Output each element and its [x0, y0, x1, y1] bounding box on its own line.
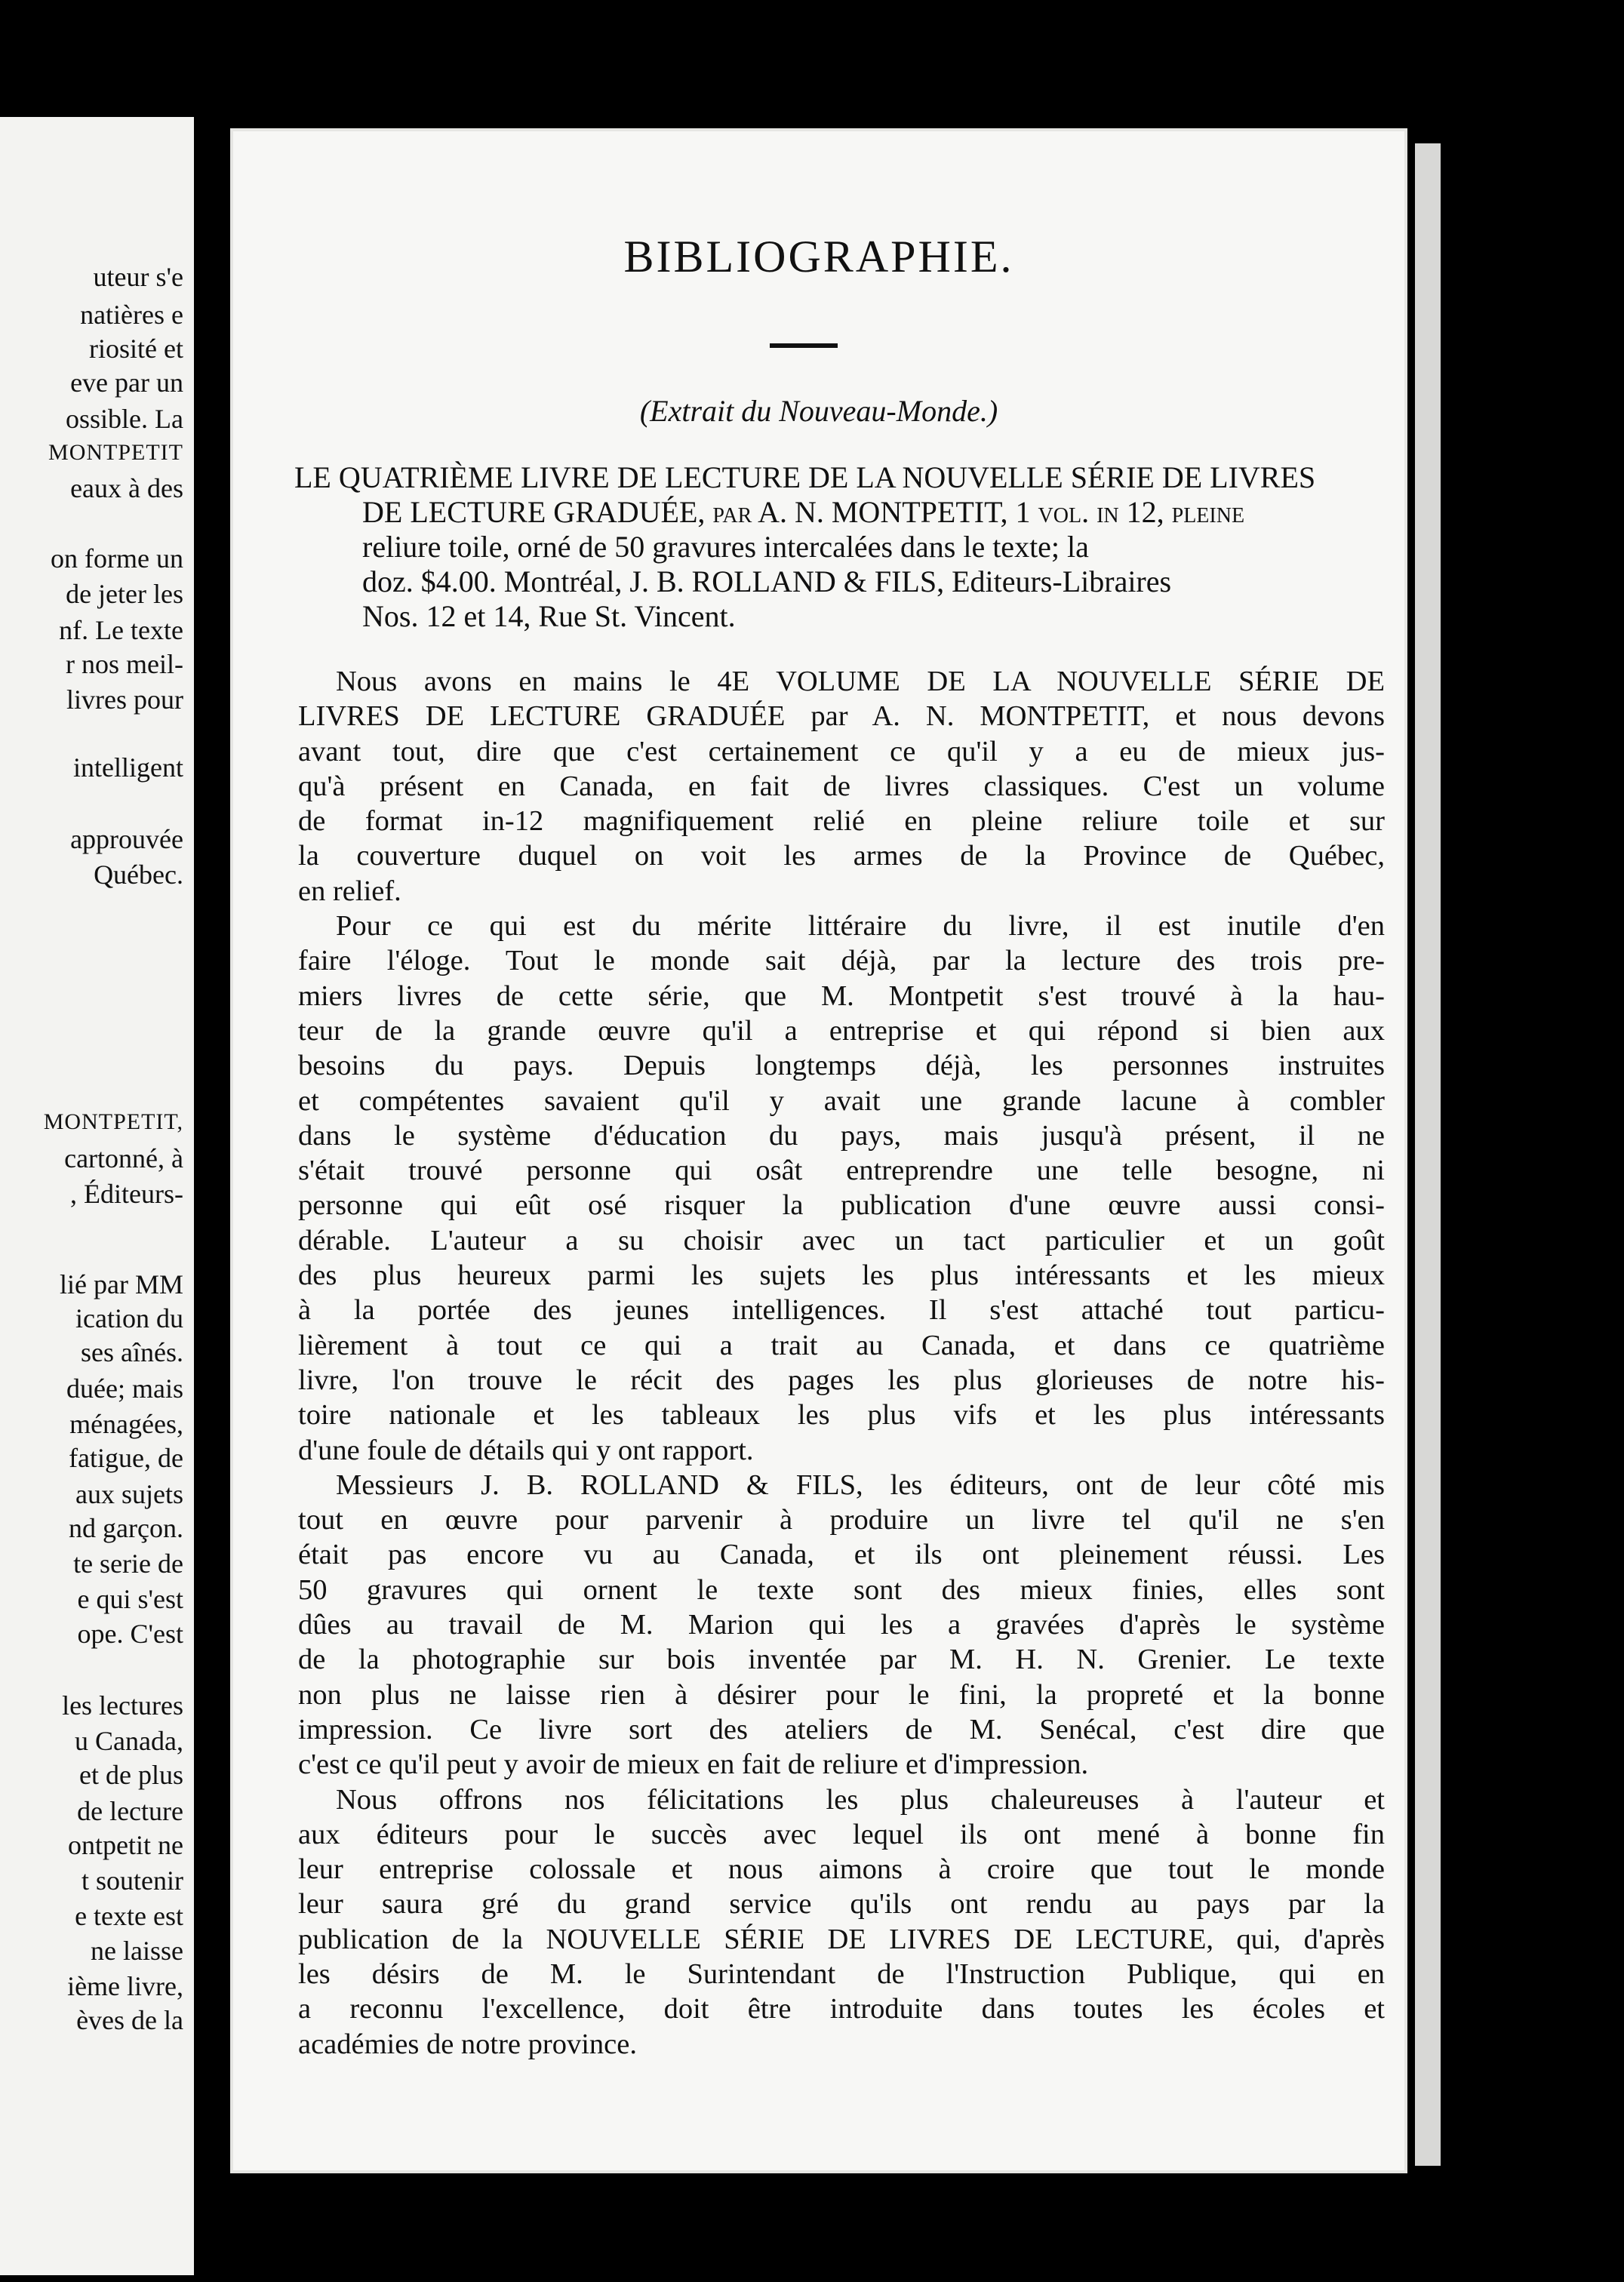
- left-page-line: intelligent: [73, 752, 183, 783]
- left-page-line: t soutenir: [82, 1865, 183, 1896]
- citation-line: reliure toile, orné de 50 gravures intercalées dans le texte; la: [362, 530, 1089, 564]
- left-page-line: Québec.: [94, 860, 183, 890]
- page-edge: [1415, 143, 1441, 2166]
- text-line: de la photographie sur bois inventée par M. H. N. Grenier. Le texte: [298, 1644, 1385, 1676]
- text-line: à la portée des jeunes intelligences. Il s'est attaché tout particu-: [298, 1294, 1385, 1327]
- text-line: avant tout, dire que c'est certainement ce qu'il y a eu de mieux jus-: [298, 735, 1385, 767]
- text-line: Pour ce qui est du mérite littéraire du livre, il est inutile d'en: [336, 910, 1385, 943]
- left-page-line: r nos meil-: [66, 649, 183, 679]
- text-line: LIVRES DE LECTURE GRADUÉE par A. N. MONTPETIT, et nous devons: [298, 700, 1385, 733]
- text-line: leur saura gré du grand service qu'ils ont rendu au pays par la: [298, 1888, 1385, 1921]
- text-line: académies de notre province.: [298, 2028, 637, 2060]
- left-page-line: de jeter les: [66, 579, 183, 609]
- text-line: Messieurs J. B. ROLLAND & FILS, les éditeurs, ont de leur côté mis: [336, 1469, 1385, 1501]
- left-page-line: , Éditeurs-: [70, 1179, 183, 1209]
- source-extract: (Extrait du Nouveau-Monde.): [639, 394, 998, 428]
- left-page-line: cartonné, à: [64, 1143, 183, 1173]
- left-page-line: ne laisse: [91, 1936, 183, 1966]
- text-line: était pas encore vu au Canada, et ils ont pleinement réussi. Les: [298, 1539, 1385, 1571]
- paragraph: [298, 1782, 1385, 2062]
- book-citation: [294, 460, 1385, 634]
- left-page-line: duée; mais: [66, 1373, 183, 1404]
- text-line: et compétentes savaient qu'il y avait une grande lacune à combler: [298, 1084, 1385, 1117]
- left-page-line: ménagées,: [69, 1409, 183, 1439]
- text-line: faire l'éloge. Tout le monde sait déjà, par la lecture des trois pre-: [298, 945, 1385, 977]
- text-line: les désirs de M. le Surintendant de l'Instruction Publique, qui en: [298, 1958, 1385, 1990]
- left-page-line: et de plus: [79, 1760, 183, 1790]
- left-page-line: nf. Le texte: [59, 615, 183, 645]
- text-line: c'est ce qu'il peut y avoir de mieux en fait de reliure et d'impression.: [298, 1748, 1089, 1781]
- text-line: leur entreprise colossale et nous aimons à croire que tout le monde: [298, 1853, 1385, 1886]
- text-line: des plus heureux parmi les sujets les plus intéressants et les mieux: [298, 1259, 1385, 1292]
- text-line: tout en œuvre pour parvenir à produire un livre tel qu'il ne s'en: [298, 1504, 1385, 1536]
- left-page-line: fatigue, de: [69, 1443, 183, 1473]
- left-page-line: ses aînés.: [81, 1337, 183, 1367]
- citation-line: DE LECTURE GRADUÉE, par A. N. MONTPETIT, 1 vol. in 12, pleine: [362, 495, 1245, 529]
- citation-line: Nos. 12 et 14, Rue St. Vincent.: [362, 599, 736, 633]
- paragraph: [298, 909, 1385, 1468]
- text-line: en relief.: [298, 875, 401, 907]
- left-page-line: aux sujets: [75, 1479, 183, 1509]
- left-page-line: natières e: [80, 300, 183, 330]
- text-line: livre, l'on trouve le récit des pages les plus glorieuses de notre his-: [298, 1364, 1385, 1396]
- text-line: 50 gravures qui ornent le texte sont des mieux finies, elles sont: [298, 1573, 1385, 1606]
- text-line: s'était trouvé personne qui osât entreprendre une telle besogne, ni: [298, 1155, 1385, 1187]
- citation-line: doz. $4.00. Montréal, J. B. ROLLAND & FILS, Editeurs-Libraires: [362, 564, 1172, 598]
- left-page-line: èves de la: [76, 2005, 183, 2035]
- left-page-line: lié par MM: [60, 1269, 183, 1299]
- text-line: dérable. L'auteur a su choisir avec un tact particulier et un goût: [298, 1224, 1385, 1256]
- left-page: [0, 117, 194, 2275]
- text-line: non plus ne laisse rien à désirer pour le fini, la propreté et la bonne: [298, 1678, 1385, 1711]
- text-line: publication de la NOUVELLE SÉRIE DE LIVRES DE LECTURE, qui, d'après: [298, 1923, 1385, 1955]
- text-line: miers livres de cette série, que M. Montpetit s'est trouvé à la hau-: [298, 980, 1385, 1012]
- left-page-line: e texte est: [75, 1901, 183, 1931]
- text-line: d'une foule de détails qui y ont rapport.: [298, 1434, 754, 1466]
- left-page-line: eve par un: [70, 368, 183, 398]
- text-line: dûes au travail de M. Marion qui les a gravées d'après le système: [298, 1609, 1385, 1641]
- text-line: dans le système d'éducation du pays, mais jusqu'à présent, il ne: [298, 1119, 1385, 1152]
- left-page-line: les lectures: [62, 1690, 183, 1721]
- left-page-line: MONTPETIT: [48, 440, 183, 465]
- left-page-line: MONTPETIT,: [43, 1109, 183, 1134]
- left-page-line: ication du: [75, 1303, 183, 1333]
- left-page-line: uteur s'e: [93, 262, 183, 292]
- text-line: la couverture duquel on voit les armes de la Province de Québec,: [298, 840, 1385, 872]
- left-page-line: nd garçon.: [69, 1513, 183, 1543]
- text-line: teur de la grande œuvre qu'il a entreprise et qui répond si bien aux: [298, 1014, 1385, 1047]
- left-page-line: ope. C'est: [77, 1619, 183, 1649]
- left-page-line: livres pour: [66, 684, 183, 715]
- paragraph: [298, 1468, 1385, 1782]
- left-page-line: ième livre,: [67, 1971, 183, 2001]
- text-line: toire nationale et les tableaux les plus vifs et les plus intéressants: [298, 1399, 1385, 1432]
- main-page: [230, 128, 1407, 2173]
- left-page-line: eaux à des: [70, 473, 183, 503]
- left-page-line: ossible. La: [66, 404, 183, 434]
- left-page-line: u Canada,: [75, 1726, 183, 1756]
- text-line: qu'à présent en Canada, en fait de livres classiques. C'est un volume: [298, 770, 1385, 802]
- left-page-line: e qui s'est: [77, 1584, 183, 1614]
- left-page-line: ontpetit ne: [68, 1830, 183, 1860]
- left-page-line: riosité et: [89, 334, 183, 364]
- text-line: aux éditeurs pour le succès avec lequel ils ont mené à bonne fin: [298, 1818, 1385, 1850]
- text-line: personne qui eût osé risquer la publication d'une œuvre aussi consi-: [298, 1189, 1385, 1222]
- title-rule: [770, 343, 838, 348]
- left-page-line: de lecture: [77, 1796, 183, 1826]
- left-page-line: on forme un: [51, 543, 183, 574]
- article-body: [298, 664, 1385, 2062]
- text-line: Nous offrons nos félicitations les plus chaleureuses à l'auteur et: [336, 1783, 1385, 1816]
- text-line: impression. Ce livre sort des ateliers de M. Senécal, c'est dire que: [298, 1713, 1385, 1745]
- text-line: lièrement à tout ce qui a trait au Canada, et dans ce quatrième: [298, 1329, 1385, 1361]
- left-page-line: te serie de: [73, 1548, 183, 1579]
- text-line: Nous avons en mains le 4E VOLUME DE LA NOUVELLE SÉRIE DE: [336, 666, 1385, 697]
- page-title: BIBLIOGRAPHIE.: [623, 232, 1014, 281]
- citation-line: LE QUATRIÈME LIVRE DE LECTURE DE LA NOUVELLE SÉRIE DE LIVRES: [294, 460, 1316, 494]
- left-page-line: approuvée: [70, 824, 183, 854]
- paragraph: [298, 664, 1385, 909]
- text-line: besoins du pays. Depuis longtemps déjà, les personnes instruites: [298, 1050, 1385, 1082]
- text-line: de format in-12 magnifiquement relié en pleine reliure toile et sur: [298, 805, 1385, 838]
- text-line: a reconnu l'excellence, doit être introduite dans toutes les écoles et: [298, 1993, 1385, 2025]
